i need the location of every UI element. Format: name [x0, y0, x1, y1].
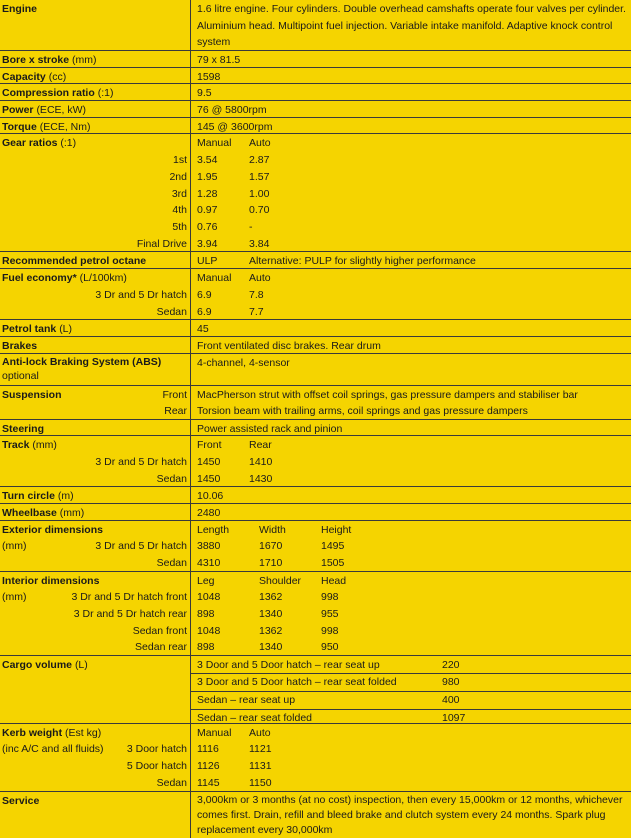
- track-section: [0, 436, 631, 487]
- gear-row-values: 0.76 -: [197, 220, 253, 233]
- kerb-row-label: 3 Door hatch: [126, 743, 187, 756]
- capacity-section: [0, 68, 631, 85]
- fuel-section: [0, 269, 631, 320]
- interior-row-label: 3 Dr and 5 Dr hatch front: [71, 591, 187, 604]
- turn-circle-value: 10.06: [197, 490, 224, 503]
- exterior-row-label: Sedan: [156, 556, 187, 569]
- track-row-label: Sedan: [156, 472, 187, 485]
- kerb-row-label: 5 Door hatch: [126, 759, 187, 772]
- fuel-row-label: Sedan: [156, 305, 187, 318]
- engine-label: Engine: [2, 3, 38, 15]
- interior-label: Interior dimensions: [2, 574, 100, 587]
- gear-row-label: 5th: [172, 220, 187, 233]
- petrol-tank-label: Petrol tank: [2, 323, 57, 336]
- compression-label: Compression ratio: [2, 87, 95, 100]
- exterior-headers: Length Width Height: [197, 523, 352, 536]
- cargo-row: 3 Door and 5 Door hatch – rear seat folded 980: [191, 674, 631, 692]
- engine-value: 1.6 litre engine. Four cylinders. Double overhead camshafts operate four valves per cylinder. Aluminium head. Multipoint fuel injection. Variable intake manifold. Adaptive knock control system: [190, 0, 631, 50]
- suspension-rear-value: Torsion beam with trailing arms, coil springs and gas pressure dampers: [197, 405, 528, 418]
- steering-label: Steering: [2, 422, 45, 435]
- interior-row-values: 898 1340 955: [197, 607, 339, 620]
- octane-value: ULP: [197, 255, 218, 268]
- fuel-label: Fuel economy*: [2, 272, 77, 285]
- gear-row-values: 1.95 1.57: [197, 170, 270, 183]
- track-unit: (mm): [32, 439, 57, 452]
- capacity-label: Capacity: [2, 70, 46, 83]
- petrol-tank-value: 45: [197, 323, 209, 336]
- bore-value: 79 x 81.5: [197, 54, 241, 66]
- petrol-tank-unit: (L): [59, 323, 73, 336]
- capacity-unit: (cc): [48, 70, 67, 83]
- cargo-unit: (L): [74, 658, 88, 671]
- torque-unit: (ECE, Nm): [39, 120, 91, 133]
- service-section: [0, 792, 631, 838]
- capacity-value: 1598: [197, 70, 221, 83]
- interior-row-label: 3 Dr and 5 Dr hatch rear: [73, 607, 187, 620]
- torque-value: 145 @ 3600rpm: [197, 120, 273, 133]
- abs-sub: optional: [2, 369, 39, 382]
- gear-row-label: 2nd: [169, 170, 187, 183]
- interior-row-values: 1048 1362 998: [197, 624, 339, 637]
- kerb-section: [0, 724, 631, 792]
- track-headers: Front Rear: [197, 439, 272, 452]
- wheelbase-label: Wheelbase: [2, 506, 57, 519]
- brakes-value: Front ventilated disc brakes. Rear drum: [197, 339, 381, 352]
- cargo-row: Sedan – rear seat folded 1097: [197, 711, 466, 724]
- exterior-row-label: 3 Dr and 5 Dr hatch: [95, 540, 187, 553]
- service-value: 3,000km or 3 months (at no cost) inspection, then every 15,000km or 12 months, whichever comes first. Drain, refill and bleed brake and clutch system every 24 months. Spark plug replacement every 30,000km: [190, 792, 631, 838]
- cargo-label: Cargo volume: [2, 658, 73, 671]
- gear-row-label: 4th: [172, 204, 187, 217]
- power-unit: (ECE, kW): [36, 104, 87, 117]
- steering-value: Power assisted rack and pinion: [197, 422, 343, 435]
- turn-circle-label: Turn circle: [2, 490, 55, 503]
- gear-row-values: 0.97 0.70: [197, 204, 270, 217]
- cargo-section: [0, 656, 631, 724]
- fuel-row-values: 6.9 7.8: [197, 288, 264, 301]
- track-label: Track: [2, 439, 30, 452]
- gear-label: Gear ratios: [2, 137, 58, 150]
- abs-section: [0, 354, 631, 386]
- power-value: 76 @ 5800rpm: [197, 104, 267, 117]
- fuel-unit: (L/100km): [79, 272, 127, 285]
- track-row-label: 3 Dr and 5 Dr hatch: [95, 455, 187, 468]
- bore-unit: (mm): [72, 54, 97, 66]
- gear-row-values: 3.54 2.87: [197, 154, 270, 167]
- turn-circle-section: [0, 487, 631, 504]
- suspension-front-value: MacPherson strut with offset coil springs, gas pressure dampers and stabiliser bar: [197, 388, 578, 401]
- steering-section: [0, 420, 631, 437]
- kerb-row-values: 1126 1131: [197, 759, 272, 772]
- kerb-row-values: 1145 1150: [197, 776, 272, 789]
- power-label: Power: [2, 104, 34, 117]
- kerb-unit: (Est kg): [65, 726, 102, 739]
- power-section: [0, 101, 631, 118]
- brakes-label: Brakes: [2, 339, 38, 352]
- interior-unit: (mm): [2, 591, 27, 604]
- interior-row-values: 898 1340 950: [197, 641, 339, 654]
- torque-label: Torque: [2, 120, 37, 133]
- kerb-row-values: 1116 1121: [197, 743, 272, 756]
- track-row-values: 1450 1410: [197, 455, 273, 468]
- cargo-row: Sedan – rear seat up 400: [191, 692, 631, 710]
- compression-value: 9.5: [197, 87, 212, 100]
- gear-row-label: Final Drive: [136, 237, 187, 250]
- brakes-section: [0, 337, 631, 354]
- fuel-row-label: 3 Dr and 5 Dr hatch: [95, 288, 187, 301]
- octane-alt: Alternative: PULP for slightly higher performance: [249, 255, 476, 268]
- track-row-values: 1450 1430: [197, 472, 273, 485]
- abs-value: 4-channel, 4-sensor: [197, 356, 290, 369]
- octane-section: [0, 252, 631, 269]
- wheelbase-value: 2480: [197, 506, 221, 519]
- wheelbase-section: [0, 504, 631, 521]
- gear-row-label: 3rd: [171, 187, 187, 200]
- octane-label: Recommended petrol octane: [2, 255, 147, 268]
- gear-row-values: 1.28 1.00: [197, 187, 270, 200]
- gear-unit: (:1): [60, 137, 77, 150]
- interior-headers: Leg Shoulder Head: [197, 574, 347, 587]
- gear-row-values: 3.94 3.84: [197, 237, 270, 250]
- suspension-row-label: Rear: [164, 405, 187, 418]
- cargo-row: 3 Door and 5 Door hatch – rear seat up 220: [191, 657, 631, 675]
- gear-section: [0, 134, 631, 252]
- compression-unit: (:1): [97, 87, 114, 100]
- interior-section: [0, 572, 631, 656]
- compression-section: [0, 84, 631, 101]
- turn-circle-unit: (m): [57, 490, 74, 503]
- gear-row-label: 1st: [172, 154, 187, 167]
- exterior-row-values: 4310 1710 1505: [197, 556, 345, 569]
- exterior-unit: (mm): [2, 540, 27, 553]
- suspension-row-label: Front: [162, 388, 187, 401]
- fuel-row-values: 6.9 7.7: [197, 305, 264, 318]
- suspension-label: Suspension: [2, 388, 62, 401]
- interior-row-label: Sedan rear: [135, 641, 187, 654]
- kerb-headers: Manual Auto: [197, 726, 271, 739]
- exterior-section: [0, 521, 631, 572]
- engine-section: [0, 0, 631, 51]
- kerb-label: Kerb weight: [2, 726, 63, 739]
- exterior-row-values: 3880 1670 1495: [197, 540, 345, 553]
- kerb-row-label: Sedan: [156, 776, 187, 789]
- service-label: Service: [2, 794, 40, 807]
- exterior-label: Exterior dimensions: [2, 523, 103, 536]
- fuel-headers: Manual Auto: [197, 272, 271, 285]
- bore-section: [0, 51, 631, 68]
- interior-row-values: 1048 1362 998: [197, 591, 339, 604]
- bore-label: Bore x stroke: [2, 54, 70, 66]
- wheelbase-unit: (mm): [59, 506, 85, 519]
- gear-headers: Manual Auto: [197, 137, 271, 150]
- petrol-tank-section: [0, 320, 631, 337]
- kerb-sub: (inc A/C and all fluids): [2, 743, 104, 756]
- suspension-section: [0, 386, 631, 420]
- torque-section: [0, 118, 631, 135]
- interior-row-label: Sedan front: [132, 624, 187, 637]
- abs-label: Anti-lock Braking System (ABS): [2, 355, 162, 368]
